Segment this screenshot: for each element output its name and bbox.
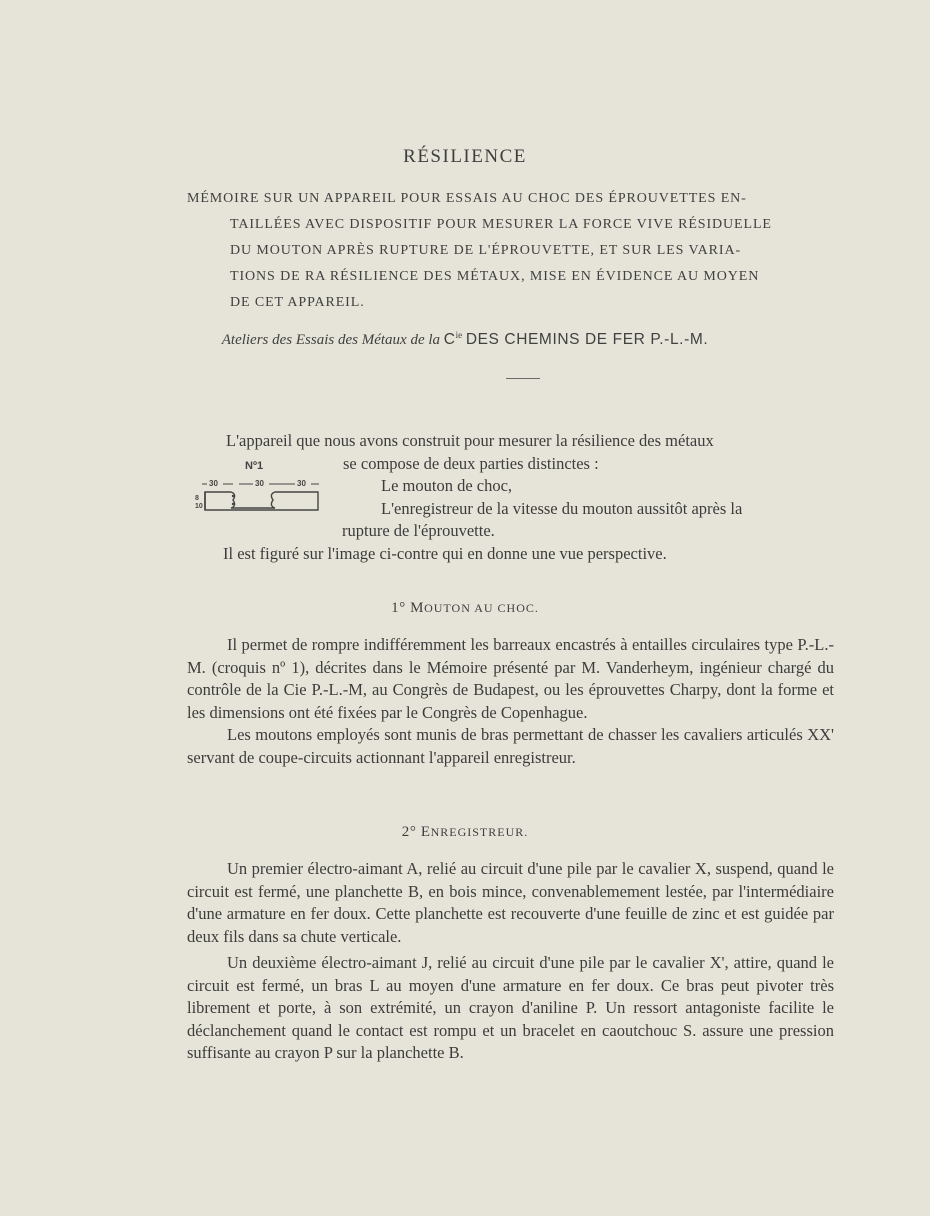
croquis-figure (193, 460, 333, 522)
memoire-line: TAILLÉES AVEC DISPOSITIF POUR MESURER LA FORCE VIVE RÉSIDUELLE (230, 217, 772, 232)
section1-body (187, 634, 834, 769)
intro-line: Il est figuré sur l'image ci-contre qui en donne une vue perspective. (223, 543, 667, 563)
section-rest: OUTON AU CHOC. (424, 601, 539, 615)
intro-line: L'enregistreur de la vitesse du mouton aussitôt après la (381, 498, 743, 518)
memoire-line: DE CET APPAREIL. (230, 295, 365, 310)
section-number: 1° (391, 600, 406, 616)
dim-label-2: 30 (255, 479, 264, 488)
section-cap: M (410, 600, 425, 616)
notch-dot (232, 495, 234, 497)
section-number: 2° (401, 824, 417, 840)
intro-line: se compose de deux parties distinctes : (343, 453, 599, 473)
intro-line: rupture de l'éprouvette. (342, 521, 495, 540)
paragraph: Il permet de rompre indifféremment les barreaux encastrés à entailles circulaires type P.-L.-M. (croquis nº 1), décrites dans le Mémoire présenté par M. Vanderheym, ingénieur chargé du contrôle de la Cie P.-L.-M, au Congrès de Budapest, ou les éprouvettes Charpy, dont la forme et les dimensions ont été fixées par le Congrès de Copenhague. (187, 635, 834, 722)
intro-line: L'appareil que nous avons construit pour mesurer la résilience des métaux (226, 431, 714, 450)
divider-rule (506, 378, 540, 379)
section-heading-enregistreur (0, 824, 930, 841)
memoire-line: MÉMOIRE SUR UN APPAREIL POUR ESSAIS AU CHOC DES ÉPROUVETTES EN- (187, 191, 747, 206)
ateliers-caps: DES CHEMINS DE FER P.-L.-M. (465, 331, 709, 348)
dim-label-1: 30 (209, 479, 218, 488)
memoire-line: DU MOUTON APRÈS RUPTURE DE L'ÉPROUVETTE, ET SUR LES VARIA- (230, 243, 742, 258)
ateliers-italic: Ateliers des Essais des Métaux de la (221, 332, 441, 348)
memoire-heading (187, 186, 847, 316)
intro-line: Le mouton de choc, (381, 476, 513, 495)
figure-label: Nº1 (245, 460, 264, 472)
paragraph: Un deuxième électro-aimant J, relié au circuit d'une pile par le cavalier X', attire, quand le circuit est fermé, un bras L au moyen d'une armature en fer doux. Ce bras peut pivoter très librement et porte, à son extrémité, un crayon d'aniline P. Un ressort antagoniste facilite le déclanchement quand le contact est rompu et un bracelet en caoutchouc S. assure une pression suffisante au crayon P sur la planchette B. (187, 953, 834, 1062)
section-cap: E (420, 824, 431, 840)
ateliers-cie: C (443, 331, 456, 348)
croquis-drawing (193, 460, 333, 522)
section-rest: NREGISTREUR. (430, 825, 529, 839)
page-title: RÉSILIENCE (403, 146, 527, 167)
bar-outline (205, 492, 318, 510)
memoire-line: TIONS DE RA RÉSILIENCE DES MÉTAUX, MISE EN ÉVIDENCE AU MOYEN (230, 269, 760, 284)
side-label-1: 8 (195, 495, 199, 502)
paragraph: Un premier électro-aimant A, relié au circuit d'une pile par le cavalier X, suspend, quand le circuit est fermé, une planchette B, en bois mince, convenablemement lestée, par l'intermédiaire d'une armature en fer doux. Cette planchette est recouverte d'une feuille de zinc et est guidée par deux fils dans sa chute verticale. (187, 859, 834, 946)
side-label-2: 10 (195, 503, 203, 510)
notch-dot (232, 503, 234, 505)
section-heading-mouton (0, 600, 930, 617)
section2-body (187, 858, 834, 1065)
ateliers-cie-sup: ie (455, 330, 463, 340)
ateliers-line (0, 330, 930, 349)
paragraph: Les moutons employés sont munis de bras permettant de chasser les cavaliers articulés XX' servant de coupe-circuits actionnant l'appareil enregistreur. (187, 725, 834, 767)
dim-label-3: 30 (297, 479, 306, 488)
